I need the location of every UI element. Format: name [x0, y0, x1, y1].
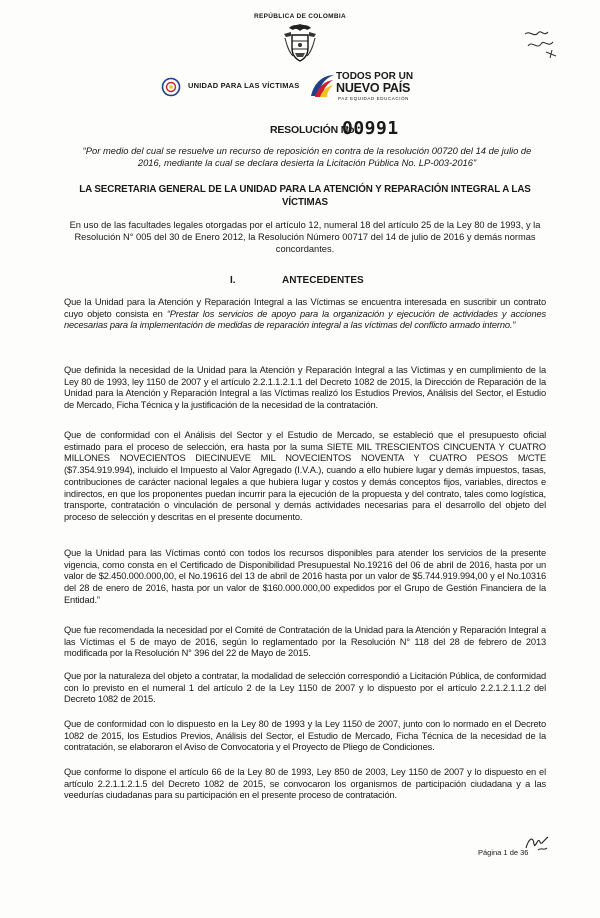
paragraph-object — [64, 297, 546, 332]
paragraph-committee: Que fue recomendada la necesidad por el Comité de Contratación de la Unidad para la Atención y Reparación Integral a las Víctimas el 5 de mayo de 2016, según lo reglamentado por la Resolución N° 118 del 28 de febrero de 2013 modificada por la Resolución N° 396 del 22 de Mayo de 2015. — [64, 625, 546, 659]
unidad-victimas-logo — [160, 76, 310, 98]
nuevo-pais-line1: TODOS POR UN — [336, 71, 414, 82]
paragraph-participation: Que conforme lo dispone el artículo 66 de la Ley 80 de 1993, Ley 850 de 2003, Ley 1150 de 2007 y lo dispuesto en el artículo 2.2.1.1.2.1.5 del Decreto 1082 de 2015, se convocaron los organismos de participación ciudadana y a las veedurías ciudadanas para su participación en el presente proceso de contratación. — [64, 767, 546, 801]
section-title: ANTECEDENTES — [282, 275, 364, 286]
nuevo-pais-swoosh-icon — [308, 72, 336, 100]
resolution-subject: “Por medio del cual se resuelve un recurso de reposición en contra de la resolución 00720 del 14 de julio de 2016, mediante la cual se declara desierta la Licitación Pública No. LP-003-2016” — [82, 145, 532, 168]
paragraph-resources: Que la Unidad para las Víctimas contó con todos los recursos disponibles para atender los servicios de la presente vigencia, como consta en el Certificado de Disponibilidad Presupuestal No.19216 del 06 de abril de 2016, hasta por un valor de $2.450.000.000,00, el No.19616 del 13 de abril de 2016 hasta por un valor de $5.744.919.994,00 y el No.10316 del 28 de enero de 2016, hasta por un valor de $160.000.000,00 expedidos por el Grupo de Gestión Financiera de la Entidad.” — [64, 548, 546, 605]
page-number: Página 1 de 36 — [478, 848, 529, 857]
paragraph-need: Que definida la necesidad de la Unidad para la Atención y Reparación Integral a las Víctimas y en cumplimiento de la Ley 80 de 1993, ley 1150 de 2007 y el artículo 2.2.1.1.2.1.1 del Decreto 1082 de 2015, la Dirección de Reparación de la Unidad para la Atención y Reparación Integral a las Víctimas realizó los Estudios Previos, Análisis del Sector, el Estudio de Mercado, Ficha Técnica y la justificación de la necesidad de la contratación. — [64, 365, 546, 411]
initials-signature-icon — [524, 832, 550, 854]
nuevo-pais-line2: NUEVO PAÍS — [336, 81, 411, 95]
paragraph-studies: Que de conformidad con lo dispuesto en la Ley 80 de 1993 y la Ley 1150 de 2007, junto con lo normado en el Decreto 1082 de 2015, los Estudios Previos, Análisis del Sector, el Estudio de Mercado, Ficha Técnica de la necesidad de la contratación, se elaboraron el Aviso de Convocatoria y el Proyecto de Pliego de Condiciones. — [64, 719, 546, 753]
paragraph-object-text: Que la Unidad para la Atención y Reparación Integral a las Víctimas se encuentra interesada en suscribir un contrato cuyo objeto consista en — [64, 297, 546, 319]
section-heading — [222, 275, 422, 289]
todos-por-un-nuevo-pais-logo — [308, 70, 438, 104]
unidad-victimas-logo-text: UNIDAD PARA LAS VÍCTIMAS — [188, 81, 300, 90]
section-number: I. — [230, 275, 236, 286]
legal-authority-paragraph: En uso de las facultades legales otorgadas por el artículo 12, numeral 18 del artículo 25 de la Ley 80 de 1993, y la Resolución N° 005 del 30 de Enero 2012, la Resolución Número 00717 del 14 de julio de 2016 y demás normas concordantes. — [69, 220, 541, 254]
resolution-heading — [270, 120, 470, 142]
resolution-number: 00991 — [342, 118, 399, 139]
handwritten-mark-icon — [522, 26, 562, 60]
paragraph-budget: Que de conformidad con el Análisis del Sector y el Estudio de Mercado, se estableció que el presupuesto oficial estimado para el proceso de selección, era hasta por la suma SIETE MIL TRESCIENTOS CINCUENTA Y CUATRO MILLONES NOVECIENTOS DIECINUEVE MIL NOVECIENTOS NOVENTA Y CUATRO PESOS M/CTE ($7.354.919.994), incluido el Impuesto al Valor Agregado (I.V.A.), cuando a ello hubiere lugar y demás impuestos, tasas, contribuciones de carácter nacional legales a que hubiera lugar y costos y demás conceptos fijos, variables, directos e indirectos, en que los proponentes puedan incurrir para la ejecución de la propuesta y del contrato, tales como logística, transporte, contratación o vinculación de personal y demás actividades necesarias para el desarrollo del objeto del proceso de selección y descritas en el presente documento. — [64, 430, 546, 522]
resolution-label: RESOLUCIÓN No. — [270, 124, 358, 136]
unidad-victimas-emblem-icon — [160, 77, 182, 97]
republic-heading: REPÚBLICA DE COLOMBIA — [253, 13, 346, 20]
paragraph-modality: Que por la naturaleza del objeto a contratar, la modalidad de selección correspondió a Licitación Pública, de conformidad con lo previsto en el numeral 1 del artículo 2 de la Ley 1150 de 2007 y lo dispuesto por el artículo 2.2.1.2.1.1.2 del Decreto 1082 de 2015. — [64, 671, 546, 705]
paragraph-object-quote: “Prestar los servicios de apoyo para la organización y ejecución de actividades y acciones necesarias para la implementación de medidas de reparación integral a las víctimas del conflicto armado interno.” — [64, 308, 546, 331]
issuer-heading: LA SECRETARIA GENERAL DE LA UNIDAD PARA LA ATENCIÓN Y REPARACIÓN INTEGRAL A LAS VÍCTIMAS — [79, 184, 531, 208]
nuevo-pais-tagline: PAZ EQUIDAD EDUCACIÓN — [338, 96, 410, 101]
coat-of-arms-icon — [281, 22, 319, 64]
